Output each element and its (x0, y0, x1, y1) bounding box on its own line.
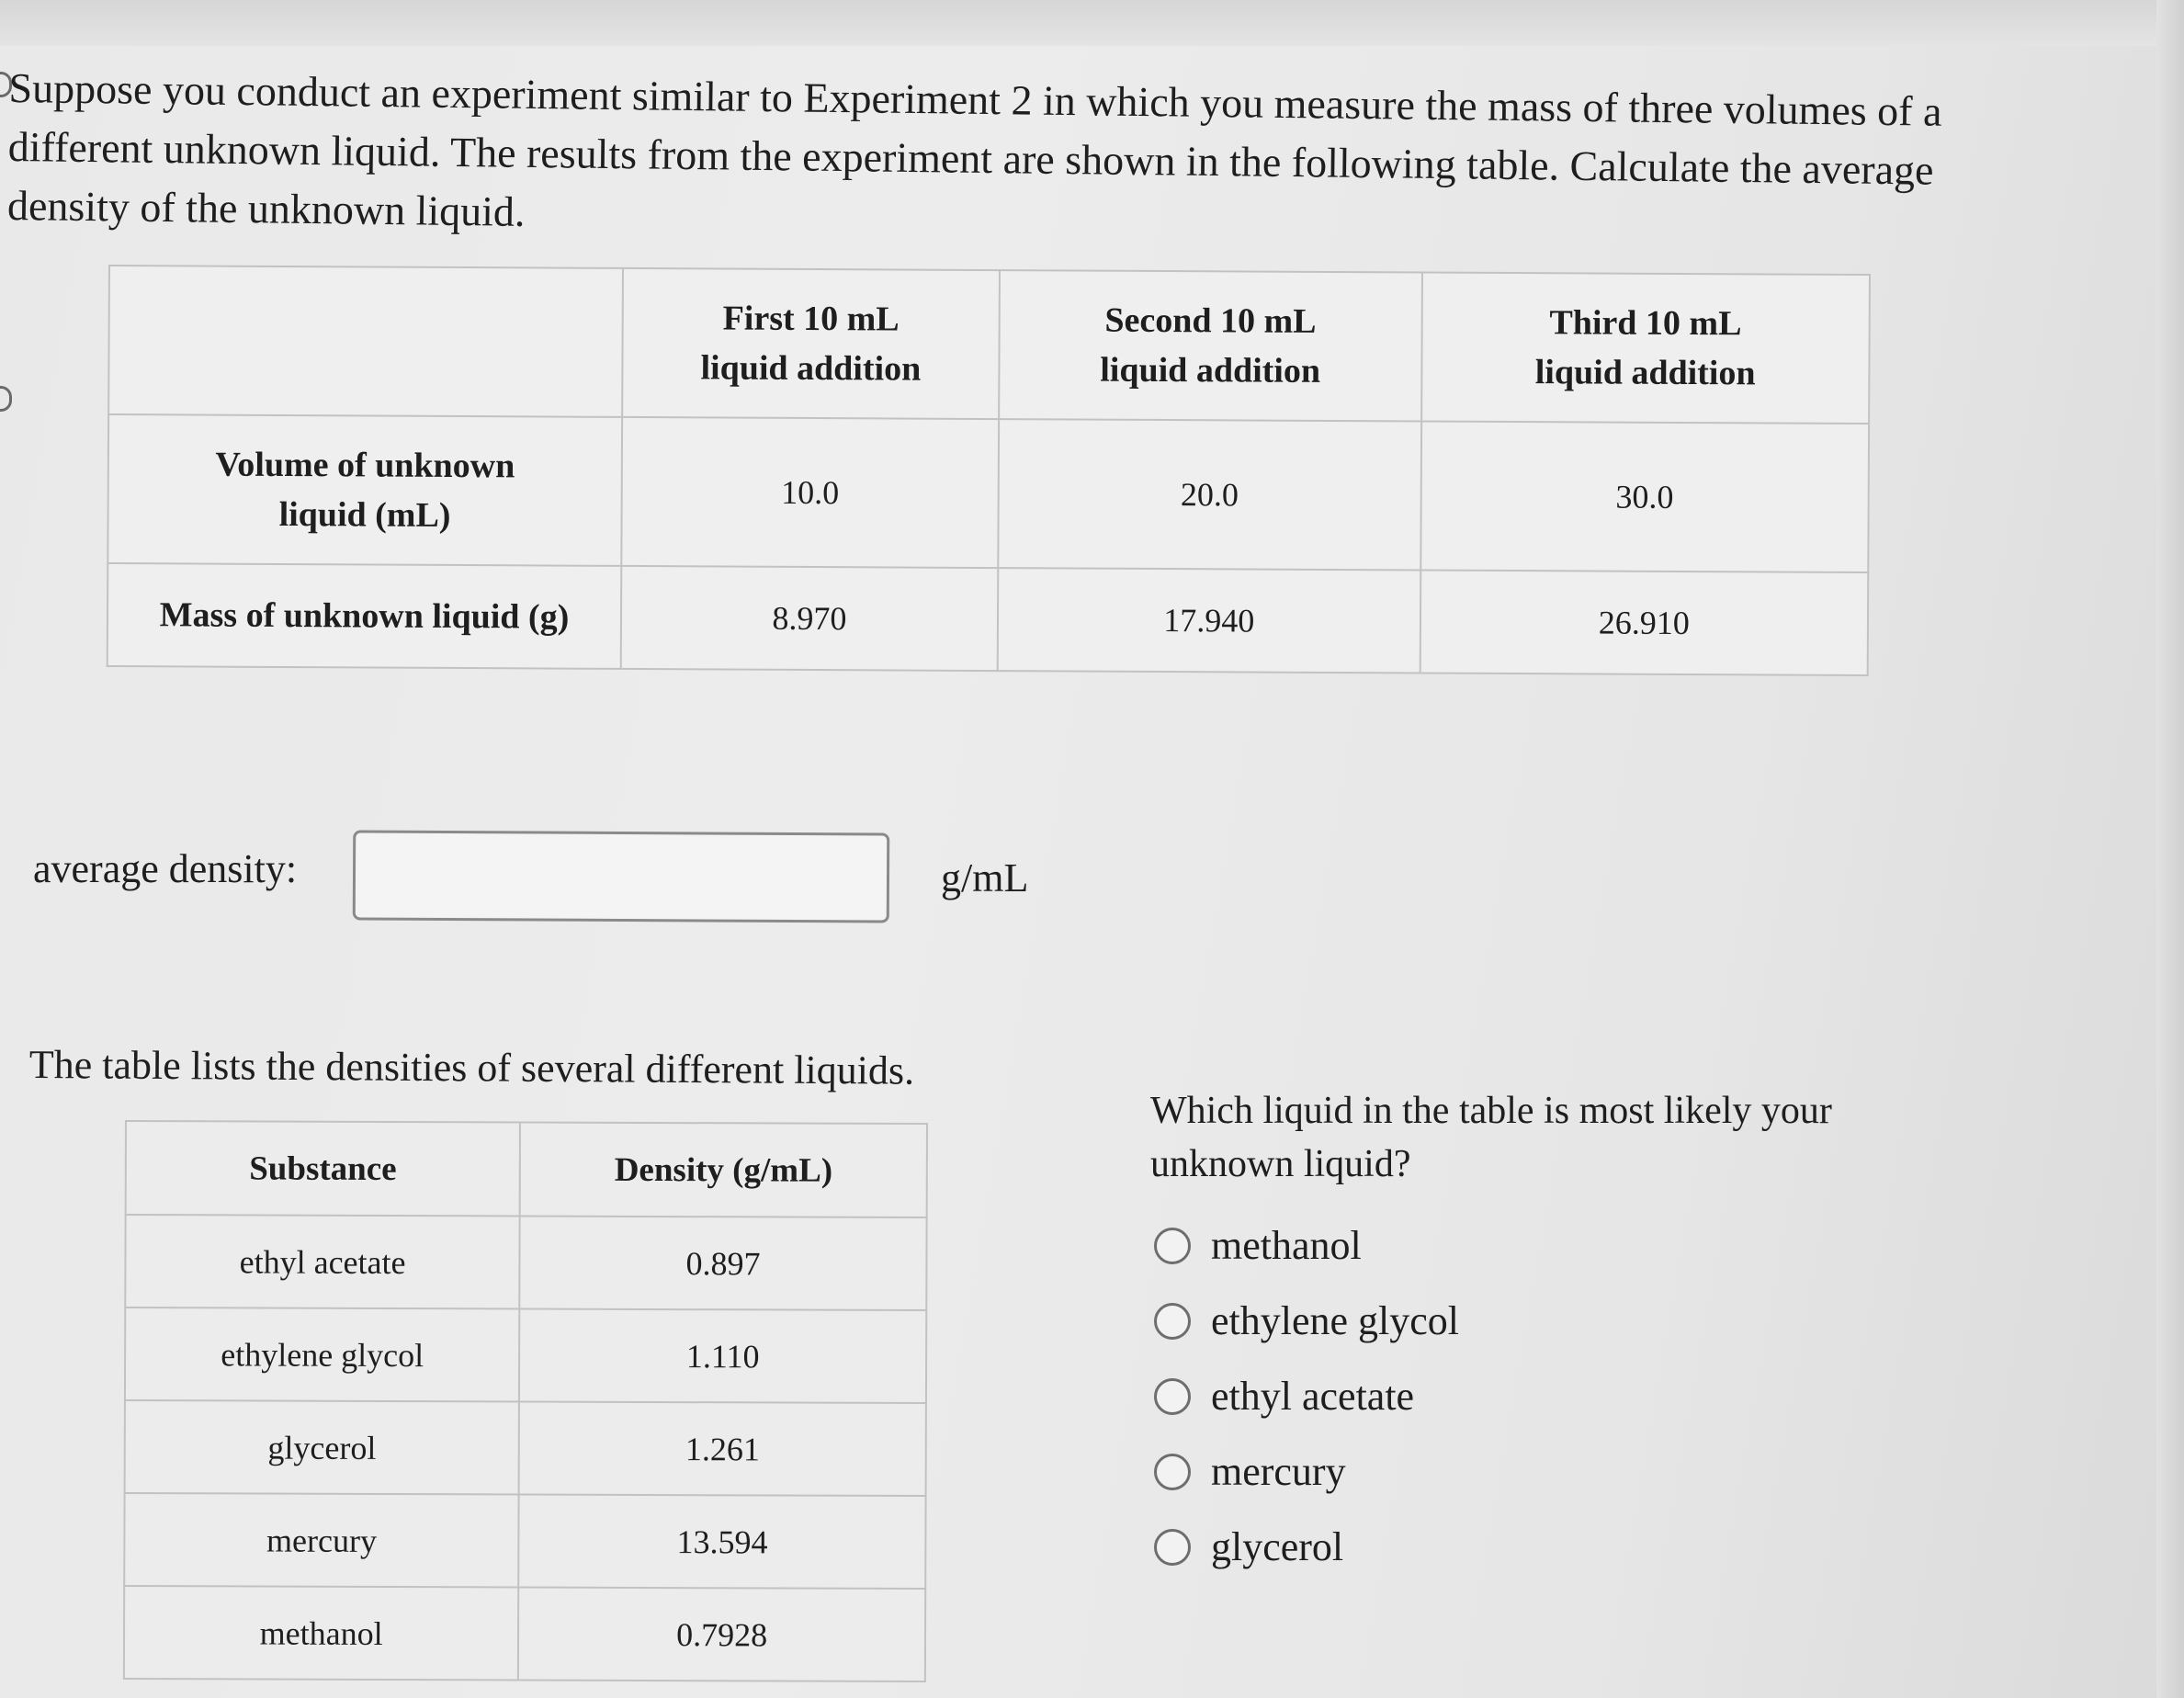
density-cell: 1.110 (519, 1309, 926, 1404)
row-label-line: Volume of unknown (215, 445, 515, 486)
results-header-third (1421, 272, 1870, 424)
volume-row (108, 414, 1869, 572)
radio-button[interactable] (1154, 1378, 1191, 1415)
volume-row-label (108, 414, 622, 566)
table-row (124, 1586, 925, 1681)
substance-cell: mercury (124, 1493, 519, 1587)
substance-cell: ethyl acetate (125, 1215, 520, 1308)
header-line: First 10 mL (722, 299, 900, 339)
choice-question-text: Which liquid in the table is most likely your unknown liquid? (1150, 1090, 1832, 1185)
header-line: liquid addition (700, 348, 922, 389)
density-table-intro: The table lists the densities of several different liquids. (28, 1042, 915, 1093)
results-header-first (622, 268, 1000, 419)
volume-second: 20.0 (998, 419, 1420, 570)
density-header-density: Density (g/mL) (520, 1123, 927, 1218)
choice-label: glycerol (1211, 1524, 1344, 1569)
density-cell: 1.261 (519, 1402, 926, 1497)
choice-label: ethyl acetate (1211, 1374, 1415, 1419)
radio-button[interactable] (1154, 1303, 1191, 1340)
density-cell: 0.7928 (518, 1587, 925, 1681)
average-density-label: average density: (33, 846, 298, 891)
density-header-row (126, 1121, 927, 1217)
choice-label: methanol (1211, 1223, 1362, 1268)
results-table (107, 265, 1871, 676)
density-table (123, 1120, 928, 1682)
choice-glycerol[interactable] (1154, 1523, 1343, 1570)
radio-button[interactable] (1154, 1228, 1191, 1264)
mass-first: 8.970 (621, 566, 999, 671)
choice-label: ethylene glycol (1211, 1298, 1460, 1343)
header-line: Second 10 mL (1104, 300, 1317, 341)
choice-ethylene-glycol[interactable] (1154, 1297, 1459, 1344)
row-label-line: liquid (mL) (278, 494, 451, 535)
mass-third: 26.910 (1420, 570, 1868, 675)
left-edge-indicator (0, 386, 12, 412)
header-line: Third 10 mL (1549, 303, 1742, 344)
window-right-edge (2156, 0, 2184, 1698)
table-row (125, 1400, 926, 1496)
results-header-row (108, 266, 1870, 424)
density-header-substance: Substance (126, 1121, 521, 1216)
substance-cell: methanol (124, 1586, 519, 1680)
average-density-input[interactable] (353, 830, 890, 923)
volume-third: 30.0 (1420, 421, 1869, 572)
substance-cell: ethylene glycol (125, 1307, 520, 1401)
question-text: Suppose you conduct an experiment similar to Experiment 2 in which you measure the mass of three volumes of a different unknown liquid. The results from the experiment are shown in the following table. Calculate the average density of the unknown liquid. (6, 63, 1942, 235)
results-header-second (999, 270, 1421, 421)
header-line: liquid addition (1534, 353, 1756, 393)
table-row (125, 1215, 926, 1310)
mass-row-label: Mass of unknown liquid (g) (108, 563, 622, 669)
choice-label: mercury (1211, 1449, 1346, 1494)
radio-button[interactable] (1154, 1529, 1191, 1566)
volume-first: 10.0 (621, 417, 999, 568)
choice-ethyl-acetate[interactable] (1154, 1373, 1414, 1420)
choice-mercury[interactable] (1154, 1448, 1346, 1495)
table-row (125, 1307, 926, 1403)
results-header-blank (108, 266, 623, 417)
density-cell: 0.897 (520, 1217, 927, 1311)
substance-cell: glycerol (125, 1400, 520, 1494)
header-line: liquid addition (1100, 350, 1321, 391)
table-row (124, 1493, 925, 1589)
radio-button[interactable] (1154, 1454, 1191, 1490)
choice-methanol[interactable] (1154, 1222, 1362, 1269)
mass-second: 17.940 (998, 568, 1420, 673)
density-cell: 13.594 (518, 1494, 925, 1589)
average-density-unit: g/mL (941, 855, 1029, 900)
window-top-strip (0, 0, 2184, 46)
mass-row (108, 563, 1869, 675)
